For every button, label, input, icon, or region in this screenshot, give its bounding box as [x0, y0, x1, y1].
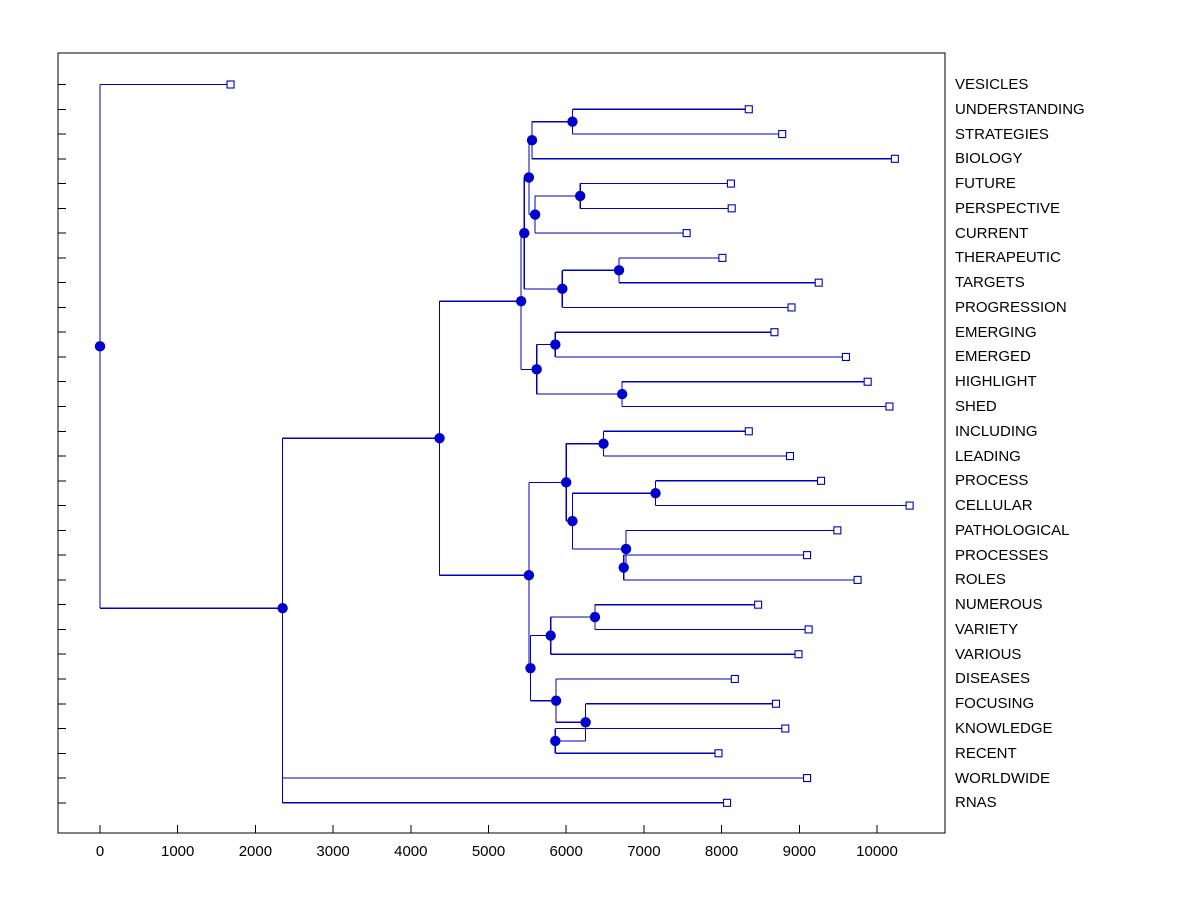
leaf-label: VESICLES [955, 76, 1029, 93]
leaf-node-marker [805, 626, 812, 633]
internal-node-marker [550, 339, 560, 349]
leaf-label: SHED [955, 398, 997, 415]
leaf-label: VARIOUS [955, 645, 1022, 663]
leaf-node-marker [804, 775, 811, 782]
leaf-node-marker [788, 304, 795, 311]
internal-node-marker [434, 433, 444, 443]
leaf-node-marker [782, 725, 789, 732]
leaf-label: LEADING [955, 447, 1021, 465]
plot-border [58, 53, 945, 833]
leaf-node-marker [724, 799, 731, 806]
leaf-label: UNDERSTANDING [955, 100, 1085, 118]
leaf-label: RECENT [955, 744, 1017, 762]
x-tick-label: 8000 [704, 843, 739, 860]
internal-node-marker [575, 191, 585, 201]
leaf-node-marker [786, 453, 793, 460]
internal-node-marker [580, 717, 590, 727]
tree-branches [100, 85, 910, 803]
leaf-label: CURRENT [955, 224, 1029, 242]
leaf-label: NUMEROUS [955, 596, 1043, 614]
internal-node-marker [519, 228, 529, 238]
leaf-node-marker [745, 106, 752, 113]
leaf-node-marker [771, 329, 778, 336]
internal-node-marker [621, 544, 631, 554]
internal-node-marker [95, 341, 105, 351]
internal-node-marker [614, 265, 624, 275]
x-tick-label: 3000 [316, 843, 350, 860]
leaf-node-marker [227, 81, 234, 88]
internal-node-marker [557, 284, 567, 294]
internal-node-marker [650, 488, 660, 498]
leaf-label: HIGHLIGHT [955, 373, 1037, 391]
leaf-node-marker [854, 576, 861, 583]
x-tick-label: 1000 [161, 843, 195, 860]
axis-ticks [58, 85, 877, 834]
internal-node-marker [524, 172, 534, 182]
internal-node-marker [567, 116, 577, 126]
leaf-label: THERAPEUTIC [955, 249, 1061, 267]
internal-node-marker [550, 736, 560, 746]
x-tick-label: 9000 [782, 843, 816, 860]
leaf-node-marker [683, 230, 690, 237]
leaf-label: PERSPECTIVE [955, 199, 1061, 217]
leaf-label: TARGETS [955, 274, 1025, 292]
leaf-label: STRATEGIES [955, 125, 1049, 143]
leaf-node-marker [818, 477, 825, 484]
internal-node-marker [531, 364, 541, 374]
leaf-label: BIOLOGY [955, 150, 1023, 168]
x-tick-label: 5000 [471, 843, 506, 860]
leaf-node-marker [727, 180, 734, 187]
leaf-label: PROCESSES [955, 546, 1049, 564]
leaf-node-marker [772, 700, 779, 707]
internal-node-marker [516, 296, 526, 306]
internal-node-marker [525, 663, 535, 673]
x-tick-label: 6000 [549, 843, 583, 860]
leaf-label: PATHOLOGICAL [955, 521, 1070, 539]
internal-node-marker [545, 630, 555, 640]
leaf-node-marker [804, 552, 811, 559]
x-tick-label: 7000 [627, 843, 661, 860]
leaf-node-marker [886, 403, 893, 410]
leaf-label: PROCESS [955, 472, 1029, 490]
internal-node-markers [95, 116, 661, 746]
x-tick-label: 2000 [238, 843, 273, 860]
leaf-node-marker [731, 675, 738, 682]
leaf-node-marker [745, 428, 752, 435]
leaf-label: PROGRESSION [955, 298, 1067, 316]
internal-node-marker [617, 389, 627, 399]
leaf-node-marker [864, 378, 871, 385]
leaf-label: CELLULAR [955, 497, 1033, 515]
leaf-node-marker [834, 527, 841, 534]
internal-node-marker [527, 135, 537, 145]
internal-node-marker [551, 695, 561, 705]
leaf-label: FUTURE [955, 175, 1016, 193]
internal-node-marker [524, 570, 534, 580]
leaf-node-marker [906, 502, 913, 509]
leaf-label: FOCUSING [955, 695, 1035, 713]
leaf-label: DISEASES [955, 670, 1031, 688]
x-tick-label: 0 [95, 843, 105, 860]
leaf-label: WORLDWIDE [955, 769, 1050, 787]
leaf-node-marker [755, 601, 762, 608]
internal-node-marker [590, 612, 600, 622]
leaf-label: VARIETY [955, 620, 1019, 638]
internal-node-marker [598, 438, 608, 448]
leaf-node-marker [715, 750, 722, 757]
internal-node-marker [561, 477, 571, 487]
internal-node-marker [277, 603, 287, 613]
x-tick-label: 10000 [856, 843, 898, 860]
leaf-label: RNAS [955, 794, 997, 812]
internal-node-marker [618, 562, 628, 572]
leaf-label: EMERGING [955, 323, 1037, 341]
leaf-node-marker [891, 155, 898, 162]
leaf-node-marker [728, 205, 735, 212]
leaf-label: KNOWLEDGE [955, 720, 1053, 738]
leaf-node-marker [842, 353, 849, 360]
plot-frame [58, 53, 945, 833]
internal-node-marker [567, 516, 577, 526]
leaf-node-marker [779, 131, 786, 138]
internal-node-marker [530, 209, 540, 219]
leaf-node-marker [795, 651, 802, 658]
leaf-label: ROLES [955, 571, 1006, 589]
leaf-node-marker [719, 254, 726, 261]
leaf-node-marker [815, 279, 822, 286]
leaf-label: EMERGED [955, 348, 1031, 366]
x-tick-label: 4000 [394, 843, 428, 860]
leaf-label: INCLUDING [955, 422, 1038, 440]
